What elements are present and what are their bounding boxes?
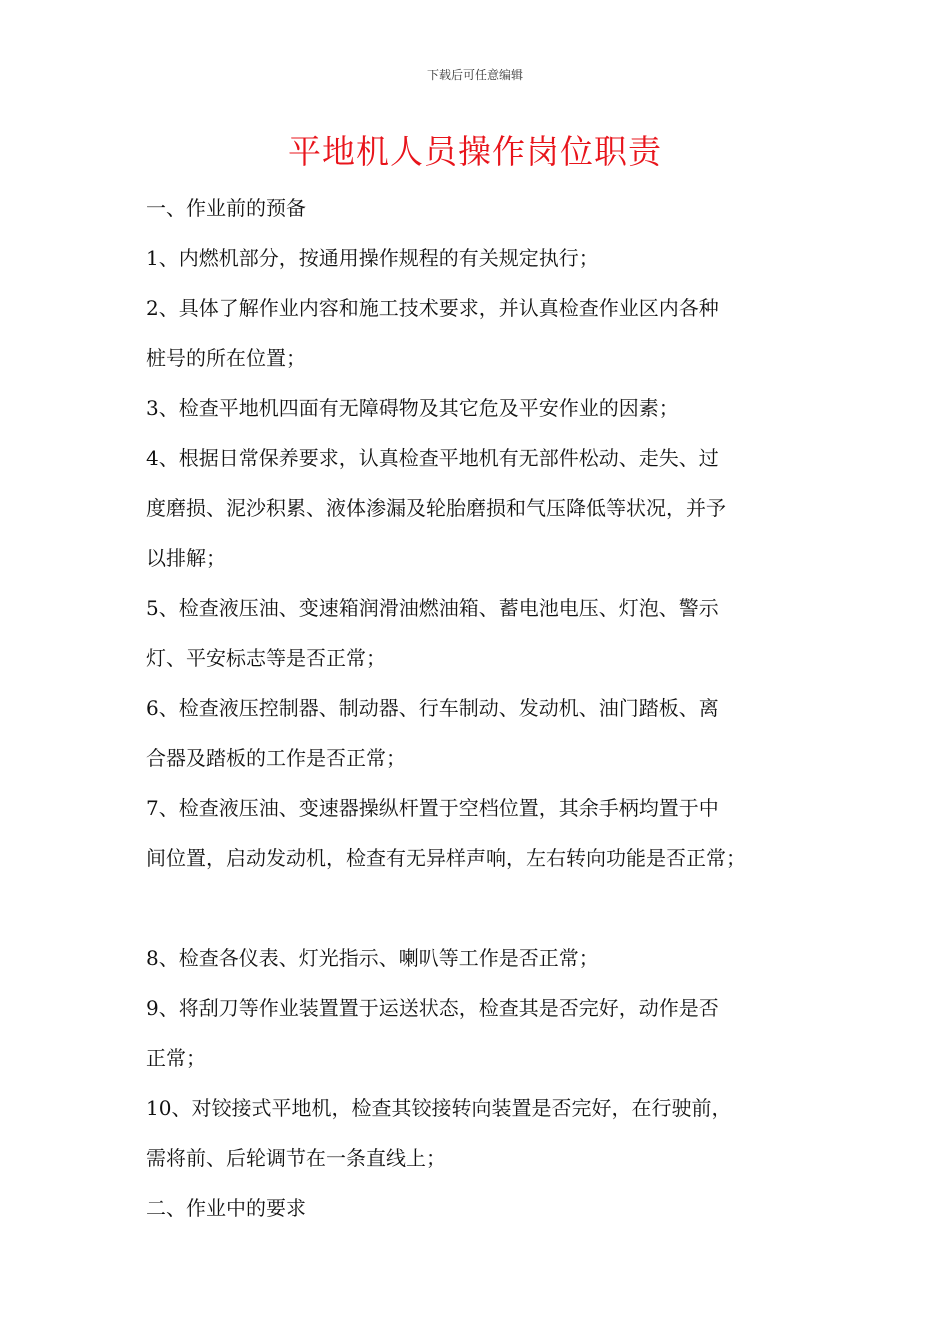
paragraph-line: 度磨损、泥沙积累、液体渗漏及轮胎磨损和气压降低等状况，并予	[146, 496, 726, 520]
section-heading: 一、作业前的预备	[146, 196, 306, 220]
blank-line	[146, 883, 821, 933]
paragraph-line: 5、检查液压油、变速箱润滑油燃油箱、蓄电池电压、灯泡、警示	[146, 596, 719, 620]
paragraph-line: 桩号的所在位置；	[146, 346, 306, 370]
paragraph-line: 8、检查各仪表、灯光指示、喇叭等工作是否正常；	[146, 946, 599, 970]
paragraph-line: 需将前、后轮调节在一条直线上；	[146, 1146, 446, 1170]
section-heading: 二、作业中的要求	[146, 1196, 306, 1220]
paragraph-line: 间位置，启动发动机，检查有无异样声响，左右转向功能是否正常；	[146, 846, 746, 870]
paragraph-line: 1、内燃机部分，按通用操作规程的有关规定执行；	[146, 246, 599, 270]
paragraph-line: 9、将刮刀等作业装置置于运送状态，检查其是否完好，动作是否	[146, 996, 719, 1020]
paragraph-line: 4、根据日常保养要求，认真检查平地机有无部件松动、走失、过	[146, 446, 719, 470]
paragraph-line: 6、检查液压控制器、制动器、行车制动、发动机、油门踏板、离	[146, 696, 719, 720]
paragraph-line: 灯、平安标志等是否正常；	[146, 646, 386, 670]
paragraph-line: 7、检查液压油、变速器操纵杆置于空档位置，其余手柄均置于中	[146, 796, 719, 820]
paragraph-line: 以排解；	[146, 546, 226, 570]
document-title: 平地机人员操作岗位职责	[288, 132, 662, 171]
document-body	[146, 183, 821, 1233]
paragraph-line: 3、检查平地机四面有无障碍物及其它危及平安作业的因素；	[146, 396, 679, 420]
paragraph-line: 2、具体了解作业内容和施工技术要求，并认真检查作业区内各种	[146, 296, 719, 320]
page-header-note: 下载后可任意编辑	[426, 68, 523, 82]
paragraph-line: 正常；	[146, 1046, 206, 1070]
paragraph-line: 合器及踏板的工作是否正常；	[146, 746, 406, 770]
paragraph-line: 10、对铰接式平地机，检查其铰接转向装置是否完好，在行驶前，	[146, 1096, 732, 1120]
